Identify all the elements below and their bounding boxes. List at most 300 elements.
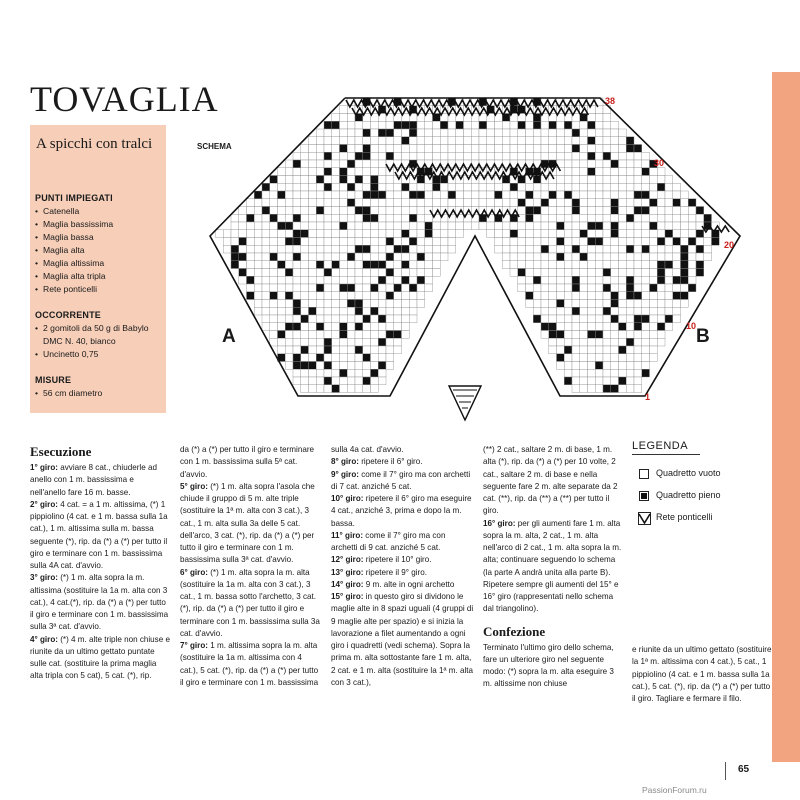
chart-cell xyxy=(254,245,262,253)
chart-cell xyxy=(247,199,255,207)
chart-cell xyxy=(487,121,495,129)
chart-cell xyxy=(626,362,634,370)
chart-cell xyxy=(619,145,627,153)
chart-cell xyxy=(440,129,448,137)
chart-cell xyxy=(657,214,665,222)
chart-cell xyxy=(285,331,293,339)
chart-cell xyxy=(595,261,603,269)
chart-cell xyxy=(518,183,526,191)
chart-cell xyxy=(316,222,324,230)
chart-cell xyxy=(239,269,247,277)
chart-cell xyxy=(696,207,704,215)
chart-cell xyxy=(324,315,332,323)
chart-cell xyxy=(278,315,286,323)
chart-cell xyxy=(572,168,580,176)
chart-cell xyxy=(355,385,363,393)
chart-cell xyxy=(254,284,262,292)
chart-cell xyxy=(285,230,293,238)
chart-cell xyxy=(417,253,425,261)
chart-cell xyxy=(541,261,549,269)
chart-cell xyxy=(254,238,262,246)
chart-cell xyxy=(642,176,650,184)
chart-cell xyxy=(378,160,386,168)
chart-cell xyxy=(572,354,580,362)
chart-cell xyxy=(278,168,286,176)
chart-cell xyxy=(254,222,262,230)
chart-cell xyxy=(471,222,479,230)
chart-cell xyxy=(355,362,363,370)
chart-cell xyxy=(316,253,324,261)
chart-cell xyxy=(595,230,603,238)
chart-cell xyxy=(603,145,611,153)
chart-cell xyxy=(223,245,231,253)
chart-cell xyxy=(595,176,603,184)
chart-cell xyxy=(557,331,565,339)
chart-cell xyxy=(572,362,580,370)
chart-cell xyxy=(340,129,348,137)
chart-cell xyxy=(332,160,340,168)
chart-cell xyxy=(394,152,402,160)
chart-cell xyxy=(464,129,472,137)
chart-cell xyxy=(657,253,665,261)
chart-cell xyxy=(270,253,278,261)
chart-cell xyxy=(409,121,417,129)
chart-cell xyxy=(417,276,425,284)
chart-cell xyxy=(580,331,588,339)
chart-cell xyxy=(363,338,371,346)
chart-cell xyxy=(417,269,425,277)
chart-cell xyxy=(293,346,301,354)
chart-cell xyxy=(394,331,402,339)
chart-cell xyxy=(603,183,611,191)
chart-cell xyxy=(371,207,379,215)
chart-cell xyxy=(549,276,557,284)
chart-cell xyxy=(254,191,262,199)
chart-cell xyxy=(564,191,572,199)
chart-cell xyxy=(650,261,658,269)
chart-cell xyxy=(510,121,518,129)
chart-cell xyxy=(533,307,541,315)
chart-cell xyxy=(518,238,526,246)
chart-cell xyxy=(588,152,596,160)
chart-cell xyxy=(378,331,386,339)
chart-cell xyxy=(657,323,665,331)
chart-cell xyxy=(316,338,324,346)
chart-cell xyxy=(650,253,658,261)
chart-cell xyxy=(347,331,355,339)
chart-cell xyxy=(285,354,293,362)
chart-cell xyxy=(309,245,317,253)
chart-cell xyxy=(650,214,658,222)
chart-cell xyxy=(619,284,627,292)
chart-cell xyxy=(588,284,596,292)
chart-cell xyxy=(402,191,410,199)
chart-cell xyxy=(316,129,324,137)
chart-cell xyxy=(316,269,324,277)
chart-cell xyxy=(572,222,580,230)
legend-title: LEGENDA xyxy=(632,440,700,455)
chart-cell xyxy=(285,168,293,176)
chart-cell xyxy=(278,338,286,346)
chart-cell xyxy=(355,121,363,129)
chart-cell xyxy=(425,199,433,207)
chart-cell xyxy=(262,269,270,277)
chart-cell xyxy=(650,207,658,215)
chart-cell xyxy=(681,191,689,199)
chart-cell xyxy=(394,323,402,331)
chart-cell xyxy=(549,129,557,137)
chart-cell xyxy=(595,160,603,168)
chart-cell xyxy=(626,191,634,199)
chart-cell xyxy=(611,168,619,176)
chart-cell xyxy=(363,346,371,354)
chart-cell xyxy=(642,362,650,370)
chart-cell xyxy=(270,230,278,238)
chart-cell xyxy=(347,114,355,122)
chart-cell xyxy=(340,214,348,222)
chart-cell xyxy=(580,168,588,176)
chart-cell xyxy=(526,191,534,199)
chart-cell xyxy=(665,315,673,323)
chart-cell xyxy=(301,176,309,184)
chart-cell xyxy=(386,362,394,370)
chart-cell xyxy=(518,222,526,230)
chart-cell xyxy=(309,323,317,331)
chart-cell xyxy=(456,129,464,137)
chart-cell xyxy=(324,300,332,308)
chart-cell xyxy=(402,300,410,308)
chart-cell xyxy=(371,222,379,230)
chart-cell xyxy=(278,245,286,253)
chart-cell xyxy=(440,137,448,145)
paragraph: 16° giro: per gli aumenti fare 1 m. alta sopra la m. alta, 2 cat., 1 m. alta nell'arco di 2 cat., 1 m. alta sopra la m. alta; continuare seguendo lo schema (la parte A andrà unita alla parte B). Ripetere sempre gli aumenti del 15° e 16° giro (rappresentati nello schema dal triangolino). xyxy=(483,518,622,614)
chart-cell xyxy=(502,230,510,238)
chart-cell xyxy=(603,230,611,238)
chart-cell xyxy=(355,191,363,199)
chart-cell xyxy=(340,230,348,238)
chart-cell xyxy=(588,369,596,377)
chart-cell xyxy=(619,168,627,176)
chart-cell xyxy=(340,137,348,145)
chart-cell xyxy=(316,261,324,269)
chart-cell xyxy=(549,145,557,153)
chart-cell xyxy=(580,346,588,354)
chart-cell xyxy=(619,269,627,277)
chart-cell xyxy=(657,183,665,191)
chart-cell xyxy=(603,199,611,207)
chart-cell xyxy=(340,114,348,122)
chart-cell xyxy=(332,292,340,300)
chart-cell xyxy=(681,292,689,300)
chart-cell xyxy=(634,369,642,377)
chart-cell xyxy=(378,300,386,308)
chart-cell xyxy=(541,253,549,261)
chart-cell xyxy=(347,214,355,222)
chart-cell xyxy=(231,245,239,253)
chart-cell xyxy=(572,152,580,160)
chart-cell xyxy=(619,207,627,215)
chart-cell xyxy=(603,269,611,277)
part-b-label: B xyxy=(696,326,710,347)
chart-cell xyxy=(588,300,596,308)
paragraph: sulla 4a cat. d'avvio. xyxy=(331,445,404,454)
chart-cell xyxy=(239,214,247,222)
chart-cell xyxy=(278,261,286,269)
chart-cell xyxy=(355,152,363,160)
chart-cell xyxy=(363,137,371,145)
chart-cell xyxy=(293,214,301,222)
chart-cell xyxy=(471,137,479,145)
chart-cell xyxy=(665,261,673,269)
chart-cell xyxy=(595,145,603,153)
chart-cell xyxy=(603,238,611,246)
chart-cell xyxy=(425,253,433,261)
chart-cell xyxy=(371,377,379,385)
chart-cell xyxy=(673,230,681,238)
chart-cell xyxy=(510,183,518,191)
chart-cell xyxy=(495,152,503,160)
chart-cell xyxy=(386,307,394,315)
chart-cell xyxy=(557,338,565,346)
chart-cell xyxy=(642,183,650,191)
chart-cell xyxy=(634,300,642,308)
chart-cell xyxy=(270,292,278,300)
chart-cell xyxy=(502,152,510,160)
chart-cell xyxy=(301,377,309,385)
chart-cell xyxy=(673,214,681,222)
chart-cell xyxy=(665,276,673,284)
chart-cell xyxy=(557,129,565,137)
chart-cell xyxy=(301,191,309,199)
chart-cell xyxy=(316,284,324,292)
chart-cell xyxy=(642,292,650,300)
chart-cell xyxy=(665,207,673,215)
chart-cell xyxy=(533,207,541,215)
chart-cell xyxy=(673,292,681,300)
chart-cell xyxy=(541,207,549,215)
chart-cell xyxy=(347,377,355,385)
chart-cell xyxy=(324,253,332,261)
chart-cell xyxy=(278,176,286,184)
chart-cell xyxy=(355,315,363,323)
chart-cell xyxy=(533,129,541,137)
chart-cell xyxy=(518,199,526,207)
chart-cell xyxy=(626,307,634,315)
chart-cell xyxy=(642,168,650,176)
chart-cell xyxy=(665,230,673,238)
chart-cell xyxy=(417,284,425,292)
chart-cell xyxy=(626,284,634,292)
chart-cell xyxy=(355,276,363,284)
chart-cell xyxy=(363,292,371,300)
chart-cell xyxy=(634,346,642,354)
chart-cell xyxy=(595,385,603,393)
chart-cell xyxy=(588,121,596,129)
chart-cell xyxy=(347,354,355,362)
chart-cell xyxy=(371,307,379,315)
chart-cell xyxy=(425,191,433,199)
chart-cell xyxy=(595,191,603,199)
chart-cell xyxy=(301,292,309,300)
chart-cell xyxy=(340,338,348,346)
chart-cell xyxy=(301,168,309,176)
chart-cell xyxy=(665,323,673,331)
chart-cell xyxy=(247,245,255,253)
chart-cell xyxy=(332,315,340,323)
chart-cell xyxy=(533,245,541,253)
chart-cell xyxy=(301,152,309,160)
chart-cell xyxy=(440,145,448,153)
chart-cell xyxy=(603,284,611,292)
chart-cell xyxy=(580,145,588,153)
chart-cell xyxy=(564,369,572,377)
chart-cell xyxy=(495,238,503,246)
chart-cell xyxy=(340,238,348,246)
chart-cell xyxy=(673,253,681,261)
chart-cell xyxy=(588,183,596,191)
chart-cell xyxy=(394,346,402,354)
chart-cell xyxy=(564,377,572,385)
chart-cell xyxy=(688,199,696,207)
chart-cell xyxy=(619,238,627,246)
chart-cell xyxy=(355,238,363,246)
chart-cell xyxy=(619,346,627,354)
chart-cell xyxy=(510,145,518,153)
list-item: • Maglia bassa xyxy=(35,231,163,244)
chart-cell xyxy=(626,261,634,269)
chart-cell xyxy=(355,261,363,269)
chart-cell xyxy=(518,269,526,277)
chart-cell xyxy=(340,315,348,323)
chart-cell xyxy=(580,245,588,253)
chart-cell xyxy=(580,369,588,377)
chart-cell xyxy=(340,222,348,230)
chart-cell xyxy=(363,369,371,377)
chart-cell xyxy=(580,238,588,246)
chart-cell xyxy=(285,269,293,277)
chart-cell xyxy=(378,137,386,145)
chart-cell xyxy=(332,346,340,354)
chart-cell xyxy=(580,284,588,292)
chart-cell xyxy=(533,284,541,292)
chart-cell xyxy=(495,230,503,238)
chart-cell xyxy=(657,199,665,207)
chart-cell xyxy=(518,207,526,215)
chart-cell xyxy=(301,207,309,215)
chart-cell xyxy=(270,245,278,253)
chart-cell xyxy=(425,121,433,129)
chart-cell xyxy=(541,292,549,300)
chart-cell xyxy=(448,183,456,191)
chart-cell xyxy=(572,276,580,284)
chart-cell xyxy=(557,300,565,308)
chart-cell xyxy=(270,307,278,315)
chart-cell xyxy=(518,230,526,238)
chart-cell xyxy=(681,238,689,246)
chart-cell xyxy=(518,253,526,261)
chart-cell xyxy=(619,129,627,137)
chart-cell xyxy=(588,245,596,253)
confection-heading: Confezione xyxy=(483,623,546,639)
chart-cell xyxy=(495,129,503,137)
chart-cell xyxy=(363,362,371,370)
chart-cell xyxy=(595,238,603,246)
chart-cell xyxy=(332,338,340,346)
chart-cell xyxy=(386,346,394,354)
chart-cell xyxy=(595,207,603,215)
chart-cell xyxy=(332,191,340,199)
chart-cell xyxy=(402,307,410,315)
chart-cell xyxy=(634,176,642,184)
chart-cell xyxy=(433,199,441,207)
chart-cell xyxy=(510,137,518,145)
chart-cell xyxy=(588,315,596,323)
chart-cell xyxy=(626,300,634,308)
chart-cell xyxy=(293,207,301,215)
chart-cell xyxy=(309,346,317,354)
chart-cell xyxy=(301,315,309,323)
chart-cell xyxy=(611,207,619,215)
chart-cell xyxy=(549,191,557,199)
chart-cell xyxy=(572,300,580,308)
chart-cell xyxy=(371,199,379,207)
chart-cell xyxy=(231,222,239,230)
chart-cell xyxy=(688,253,696,261)
chart-cell xyxy=(347,346,355,354)
chart-cell xyxy=(657,230,665,238)
chart-cell xyxy=(270,176,278,184)
chart-cell xyxy=(533,269,541,277)
chart-cell xyxy=(301,331,309,339)
chart-cell xyxy=(634,191,642,199)
chart-cell xyxy=(665,222,673,230)
chart-cell xyxy=(642,346,650,354)
chart-cell xyxy=(595,269,603,277)
chart-cell xyxy=(619,338,627,346)
chart-cell xyxy=(278,331,286,339)
chart-cell xyxy=(332,284,340,292)
chart-cell xyxy=(642,276,650,284)
chart-cell xyxy=(316,191,324,199)
chart-cell xyxy=(285,207,293,215)
paragraph: 9° giro: come il 7° giro ma con archetti di 7 cat. anziché 5 cat. xyxy=(331,469,471,491)
chart-cell xyxy=(634,385,642,393)
chart-cell xyxy=(572,253,580,261)
chart-cell xyxy=(285,300,293,308)
chart-cell xyxy=(293,338,301,346)
chart-cell xyxy=(502,222,510,230)
chart-cell xyxy=(347,300,355,308)
chart-cell xyxy=(309,230,317,238)
chart-cell xyxy=(440,253,448,261)
chart-cell xyxy=(324,152,332,160)
chart-cell xyxy=(316,145,324,153)
chart-cell xyxy=(572,346,580,354)
chart-cell xyxy=(526,222,534,230)
chart-cell xyxy=(650,284,658,292)
chart-cell xyxy=(293,261,301,269)
chart-cell xyxy=(595,323,603,331)
chart-cell xyxy=(409,137,417,145)
chart-cell xyxy=(371,214,379,222)
chart-cell xyxy=(417,292,425,300)
chart-cell xyxy=(564,183,572,191)
chart-cell xyxy=(285,261,293,269)
chart-cell xyxy=(549,121,557,129)
chart-cell xyxy=(378,369,386,377)
chart-cell xyxy=(347,284,355,292)
chart-cell xyxy=(270,300,278,308)
